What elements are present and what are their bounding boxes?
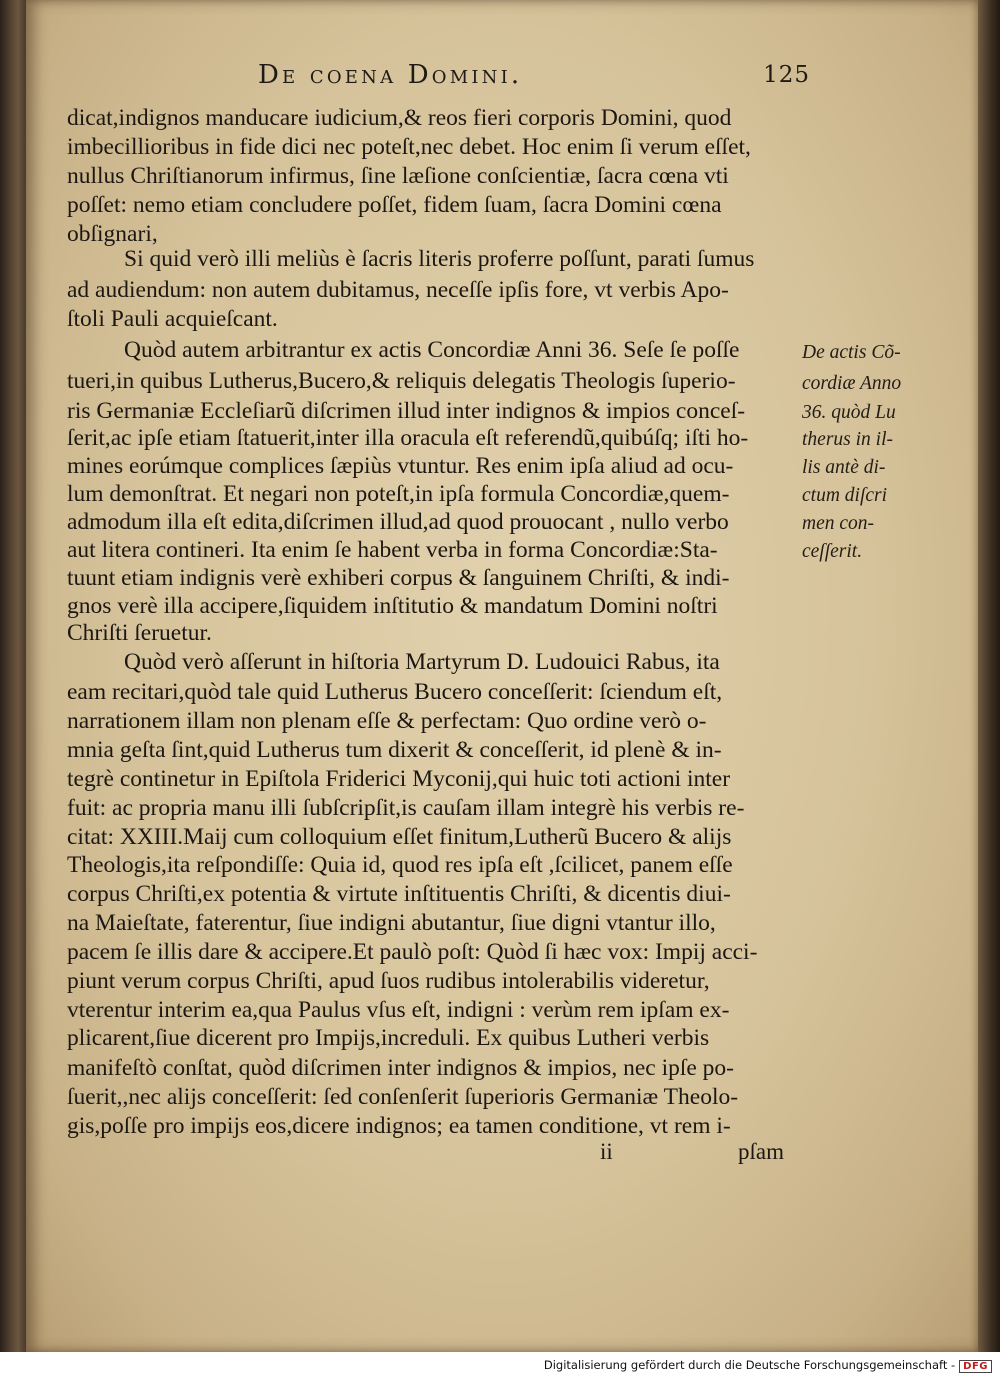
text-line: lum demonſtrat. Et negari non poteſt,in ipſa formula Concordiæ,quem- — [67, 481, 730, 507]
margin-line: ctum diſcri — [802, 485, 888, 506]
text-line: narrationem illam non plenam eſſe & perfectam: Quo ordine verò o- — [67, 708, 707, 734]
text-line: Quòd verò aſſerunt in hiſtoria Martyrum D. Ludouici Rabus, ita — [124, 649, 720, 675]
text-line: vterentur interim ea,qua Paulus vſus eſt, indigni : verùm rem ipſam ex- — [67, 997, 730, 1023]
text-line: tuunt etiam indignis verè exhiberi corpus & ſanguinem Chriſti, & indi- — [67, 565, 730, 591]
text-line: gis,poſſe pro impijs eos,dicere indignos; ea tamen conditione, vt rem i- — [67, 1113, 731, 1139]
margin-line: lis antè di- — [802, 457, 886, 478]
text-line: admodum illa eſt edita,diſcrimen illud,ad quod prouocant , nullo verbo — [67, 509, 729, 535]
text-line: Si quid verò illi meliùs è ſacris literis proferre poſſunt, parati ſumus — [124, 246, 755, 272]
text-line: poſſet: nemo etiam concludere poſſet, fidem ſuam, ſacra Domini cœna — [67, 192, 722, 218]
text-line: ris Germaniæ Eccleſiarũ diſcrimen illud inter indignos & impios conceſ- — [67, 398, 746, 424]
text-line: tueri,in quibus Lutherus,Bucero,& reliquis delegatis Theologis ſuperio- — [67, 368, 736, 394]
text-line: ſuerit,,nec alijs conceſſerit: ſed conſenſerit ſuperioris Germaniæ Theolo- — [67, 1084, 739, 1110]
margin-line: De actis Cõ- — [802, 342, 901, 363]
text-line: Theologis,ita reſpondiſſe: Quia id, quod res ipſa eſt ,ſcilicet, panem eſſe — [67, 852, 733, 878]
text-line: eam recitari,quòd tale quid Lutherus Bucero conceſſerit: ſciendum eſt, — [67, 679, 723, 705]
margin-line: cordiæ Anno — [802, 373, 902, 394]
signature-mark: ii — [600, 1139, 613, 1164]
text-line: mines eorúmque complices ſæpiùs vtuntur. Res enim ipſa aliud ad ocu- — [67, 453, 734, 479]
page-number: 125 — [763, 62, 810, 88]
catchword: pſam — [738, 1139, 784, 1164]
text-line: mnia geſta ſint,quid Lutherus tum dixerit & conceſſerit, id plenè & in- — [67, 737, 722, 763]
text-line: corpus Chriſti,ex potentia & virtute inſtituentis Chriſti, & dicentis diui- — [67, 881, 731, 907]
text-line: citat: XXIII.Maij cum colloquium eſſet finitum,Lutherũ Bucero & alijs — [67, 824, 732, 850]
page-edge — [978, 0, 1000, 1352]
text-line: gnos verè illa accipere,ſiquidem inſtitutio & mandatum Domini noſtri — [67, 593, 718, 619]
text-line: plicarent,ſiue dicerent pro Impijs,increduli. Ex quibus Lutheri verbis — [67, 1025, 710, 1051]
text-line: ad audiendum: non autem dubitamus, neceſſe ipſis fore, vt verbis Apo- — [67, 277, 729, 303]
page-header — [250, 58, 810, 98]
text-line: fuit: ac propria manu illi ſubſcripſit,is cauſam illam integrè his verbis re- — [67, 795, 745, 821]
text-line: ſerit,ac ipſe etiam ſtatuerit,inter illa oracula eſt referendũ,quibúſq; iſti ho- — [67, 425, 749, 451]
text-line: ſtoli Pauli acquieſcant. — [67, 306, 278, 332]
text-line: manifeſtò conſtat, quòd diſcrimen inter indignos & impios, nec ipſe po- — [67, 1055, 735, 1081]
text-line: dicat,indignos manducare iudicium,& reos fieri corporis Domini, quod — [67, 105, 732, 131]
margin-line: ceſſerit. — [802, 541, 863, 562]
text-line: aut litera contineri. Ita enim ſe habent verba in forma Concordiæ:Sta- — [67, 537, 718, 563]
running-title: De coena Domini. — [258, 60, 523, 90]
text-line: Chriſti ſeruetur. — [67, 620, 212, 646]
margin-line: therus in il- — [802, 429, 893, 450]
text-line: pacem ſe illis dare & accipere.Et paulò poſt: Quòd ſi hæc vox: Impij acci- — [67, 939, 758, 965]
text-line: tegrè continetur in Epiſtola Friderici Myconij,qui huic toti actioni inter — [67, 766, 731, 792]
dfg-logo: DFG — [959, 1360, 992, 1373]
text-line: obſignari, — [67, 221, 158, 247]
margin-line: 36. quòd Lu — [802, 402, 896, 423]
text-line: piunt verum corpus Chriſti, apud ſuos rudibus intolerabilis videretur, — [67, 968, 710, 994]
footer-text: Digitalisierung gefördert durch die Deutsche Forschungsgemeinschaft - — [543, 1358, 956, 1372]
funding-footer — [544, 1358, 992, 1373]
text-line: nullus Chriſtianorum infirmus, ſine læſione conſcientiæ, ſacra cœna vti — [67, 163, 729, 189]
text-line: Quòd autem arbitrantur ex actis Concordiæ Anni 36. Seſe ſe poſſe — [124, 337, 740, 363]
text-line: imbecillioribus in fide dici nec poteſt,nec debet. Hoc enim ſi verum eſſet, — [67, 134, 751, 160]
text-line: na Maieſtate, faterentur, ſiue indigni abutantur, ſiue digni vtantur illo, — [67, 910, 716, 936]
margin-line: men con- — [802, 513, 875, 534]
